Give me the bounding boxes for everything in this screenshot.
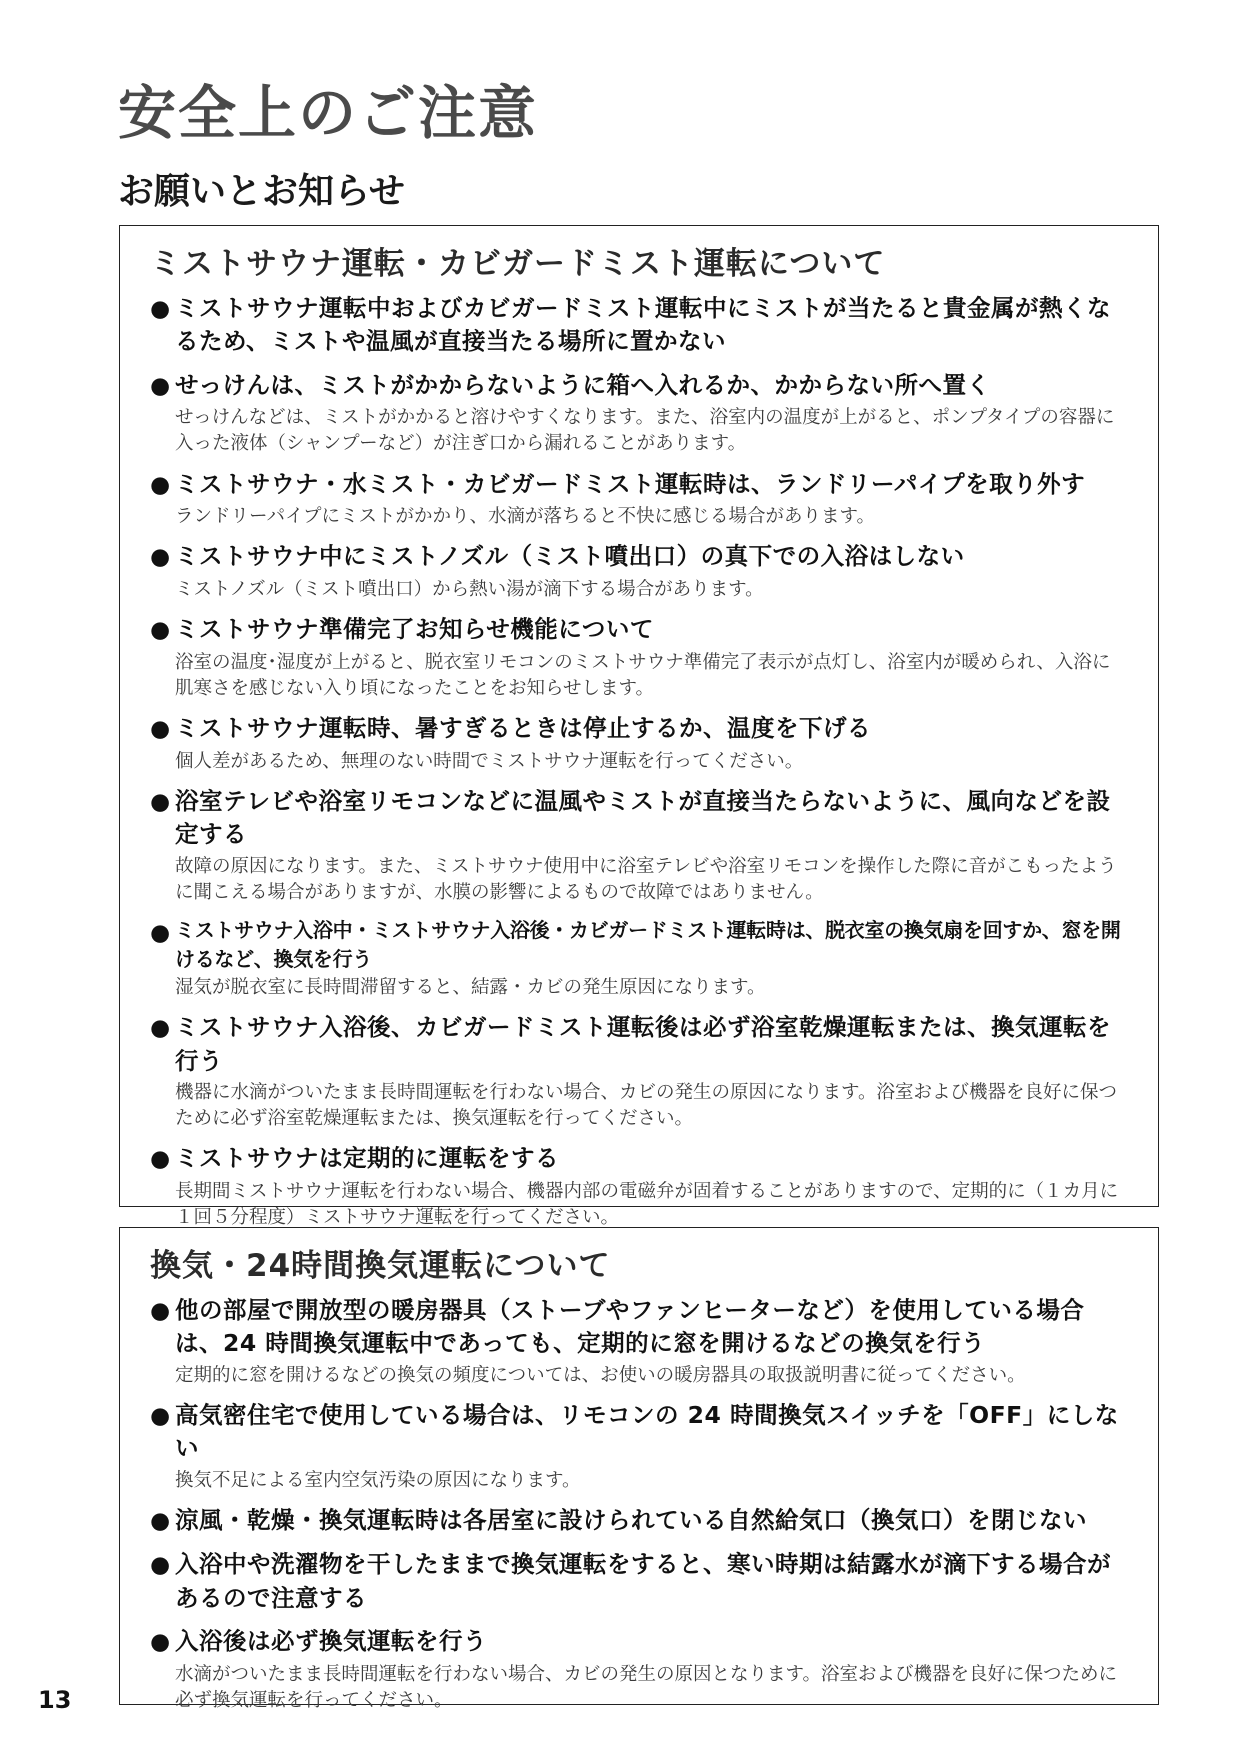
item-title: ミストサウナ運転時、暑すぎるときは停止するか、温度を下げる xyxy=(175,714,871,743)
item-title: 入浴中や洗濯物を干したままで換気運転をすると、寒い時期は結露水が滴下する場合があるので注意する xyxy=(175,1550,1111,1612)
item-title: ミストサウナ入浴後、カビガードミスト運転後は必ず浴室乾燥運転または、換気運転を行う xyxy=(175,1013,1111,1075)
list-item xyxy=(150,1625,1128,1714)
list-item xyxy=(150,1142,1128,1231)
page-subtitle: お願いとお知らせ xyxy=(118,171,405,212)
item-title: 浴室テレビや浴室リモコンなどに温風やミストが直接当たらないように、風向などを設定する xyxy=(175,786,1111,849)
item-description: せっけんなどは、ミストがかかると溶けやすくなります。また、浴室内の温度が上がると、ポンプタイプの容器に入った液体（シャンプーなど）が注ぎ口から漏れることがあります。 xyxy=(175,407,1115,455)
page-title: 安全上のご注意 xyxy=(118,79,539,147)
bullet-icon: ● xyxy=(150,372,171,399)
list-item xyxy=(150,292,1128,359)
item-description: 個人差があるため、無理のない時間でミストサウナ運転を行ってください。 xyxy=(175,750,804,772)
section-heading: ミストサウナ運転・カビガードミスト運転について xyxy=(150,246,886,282)
item-title: せっけんは、ミストがかからないように箱へ入れるか、かからない所へ置く xyxy=(175,370,991,399)
bullet-icon: ● xyxy=(150,1629,171,1656)
item-description: 定期的に窓を開けるなどの換気の頻度については、お使いの暖房器具の取扱説明書に従ってください。 xyxy=(175,1364,1026,1386)
item-description: 換気不足による室内空気汚染の原因になります。 xyxy=(175,1469,581,1491)
section-ventilation xyxy=(119,1227,1159,1711)
item-description: 機器に水滴がついたまま長時間運転を行わない場合、カビの発生の原因になります。浴室および機器を良好に保つために必ず浴室乾燥運転または、換気運転を行ってください。 xyxy=(175,1081,1118,1130)
list-item xyxy=(150,468,1128,531)
item-title: 涼風・乾燥・換気運転時は各居室に設けられている自然給気口（換気口）を閉じない xyxy=(175,1505,1087,1534)
list-item xyxy=(150,916,1128,1001)
item-description: ミストノズル（ミスト噴出口）から熱い湯が滴下する場合があります。 xyxy=(175,578,764,600)
item-title: ミストサウナ・水ミスト・カビガードミスト運転時は、ランドリーパイプを取り外す xyxy=(175,469,1086,498)
bullet-icon: ● xyxy=(150,716,171,743)
item-title: ミストサウナ中にミストノズル（ミスト噴出口）の真下での入浴はしない xyxy=(175,542,965,571)
item-title: 高気密住宅で使用している場合は、リモコンの 24 時間換気スイッチを「OFF」にしない xyxy=(175,1400,1119,1463)
list-item xyxy=(150,1548,1128,1615)
item-title: 入浴後は必ず換気運転を行う xyxy=(175,1627,487,1656)
bullet-icon: ● xyxy=(150,1146,171,1173)
list-item xyxy=(150,1504,1128,1539)
item-description: 水滴がついたまま長時間運転を行わない場合、カビの発生の原因となります。浴室および機器を良好に保つために必ず換気運転を行ってください。 xyxy=(175,1663,1118,1711)
bullet-icon: ● xyxy=(150,788,171,815)
bullet-icon: ● xyxy=(150,1552,171,1579)
item-title: ミストサウナ入浴中・ミストサウナ入浴後・カビガードミスト運転時は、脱衣室の換気扇を回すか、窓を開けるなど、換気を行う xyxy=(175,918,1121,971)
list-item xyxy=(150,613,1128,702)
item-title: ミストサウナ運転中およびカビガードミスト運転中にミストが当たると貴金属が熱くなるため、ミストや温風が直接当たる場所に置かない xyxy=(175,293,1111,356)
section-heading: 換気・24時間換気運転について xyxy=(150,1248,611,1284)
bullet-icon: ● xyxy=(150,1507,171,1534)
list-item xyxy=(150,1399,1128,1494)
item-description: ランドリーパイプにミストがかかり、水滴が落ちると不快に感じる場合があります。 xyxy=(175,506,876,528)
section-mist-sauna xyxy=(119,225,1159,1229)
list-item xyxy=(150,785,1128,906)
item-title: ミストサウナ準備完了お知らせ機能について xyxy=(175,615,654,644)
bullet-icon: ● xyxy=(150,544,171,571)
list-item xyxy=(150,369,1128,458)
bullet-icon: ● xyxy=(150,617,171,644)
bullet-icon: ● xyxy=(150,1402,171,1429)
list-item xyxy=(150,1294,1128,1389)
list-item xyxy=(150,1011,1128,1132)
item-description: 湿気が脱衣室に長時間滞留すると、結露・カビの発生原因になります。 xyxy=(175,976,766,998)
item-description: 故障の原因になります。また、ミストサウナ使用中に浴室テレビや浴室リモコンを操作した際に音がこもったように聞こえる場合がありますが、水膜の影響によるもので故障ではありません。 xyxy=(175,855,1117,903)
bullet-icon: ● xyxy=(150,1297,171,1324)
bullet-icon: ● xyxy=(150,295,171,322)
item-title: 他の部屋で開放型の暖房器具（ストーブやファンヒーターなど）を使用している場合は、24 時間換気運転中であっても、定期的に窓を開けるなどの換気を行う xyxy=(175,1295,1085,1358)
item-title: ミストサウナは定期的に運転をする xyxy=(175,1144,559,1173)
list-item xyxy=(150,712,1128,775)
bullet-icon: ● xyxy=(150,920,170,947)
item-description: 浴室の温度･湿度が上がると、脱衣室リモコンのミストサウナ準備完了表示が点灯し、浴室内が暖められ、入浴に肌寒さを感じない入り頃になったことをお知らせします。 xyxy=(175,651,1111,699)
bullet-icon: ● xyxy=(150,471,171,498)
bullet-icon: ● xyxy=(150,1015,171,1042)
list-item xyxy=(150,540,1128,603)
item-description: 長期間ミストサウナ運転を行わない場合、機器内部の電磁弁が固着することがありますので、定期的に（１カ月に１回５分程度）ミストサウナ運転を行ってください。 xyxy=(175,1180,1119,1229)
page-number: 13 xyxy=(38,1686,72,1714)
